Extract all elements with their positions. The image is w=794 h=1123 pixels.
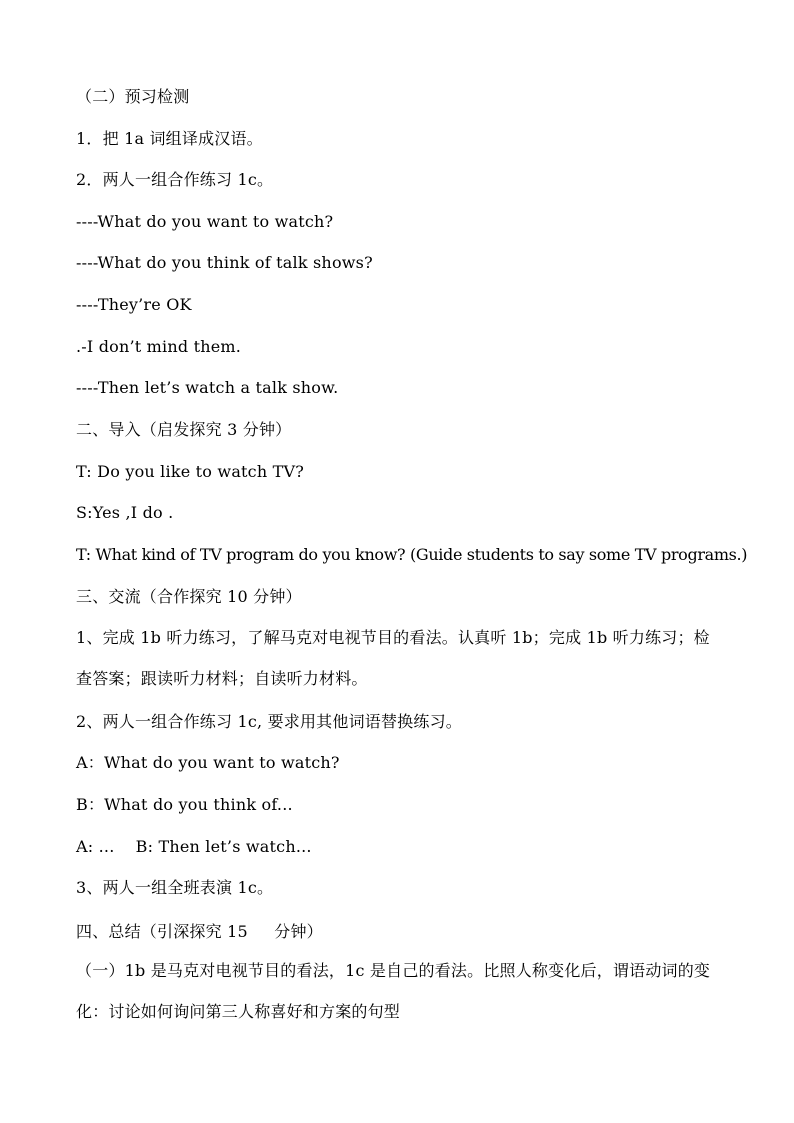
dialogue-line: ----They’re OK: [76, 295, 192, 314]
dialogue-line: ----What do you want to watch?: [76, 212, 334, 231]
dialogue-line: ----Then let’s watch a talk show.: [76, 378, 339, 397]
dialogue-line: .-I don’t mind them.: [76, 337, 242, 356]
teacher-line: T: What kind of TV program do you know? (Guide students to say some TV programs.): [76, 545, 748, 564]
dialogue-line: ----What do you think of talk shows?: [76, 253, 373, 272]
summary-item-1: （一）1b 是马克对电视节目的看法，1c 是自己的看法。比照人称变化后，谓语动词的变化：讨论如何询问第三人称喜好和方案的句型: [76, 961, 711, 1021]
section-heading-summary: 四、总结（引深探究 15 分钟）: [76, 922, 323, 941]
dialogue-ab: A: ... B: Then let’s watch...: [76, 837, 312, 856]
dialogue-a: A：What do you want to watch?: [76, 753, 340, 772]
section-heading-introduction: 二、导入（启发探究 3 分钟）: [76, 420, 292, 439]
section-heading-exchange: 三、交流（合作探究 10 分钟）: [76, 587, 302, 606]
dialogue-b: B：What do you think of...: [76, 795, 293, 814]
section-heading-preview-check: （二）预习检测: [76, 87, 190, 106]
exchange-item-3: 3、两人一组全班表演 1c。: [76, 878, 274, 897]
student-line: S:Yes ,I do .: [76, 503, 174, 522]
teacher-line: T: Do you like to watch TV?: [76, 462, 305, 481]
task-item-2: 2．两人一组合作练习 1c。: [76, 170, 274, 189]
exchange-item-1: 1、完成 1b 听力练习，了解马克对电视节目的看法。认真听 1b；完成 1b 听力练习；检查答案；跟读听力材料；自读听力材料。: [76, 628, 710, 688]
task-item-1: 1．把 1a 词组译成汉语。: [76, 129, 263, 148]
exchange-item-2: 2、两人一组合作练习 1c, 要求用其他词语替换练习。: [76, 712, 462, 731]
